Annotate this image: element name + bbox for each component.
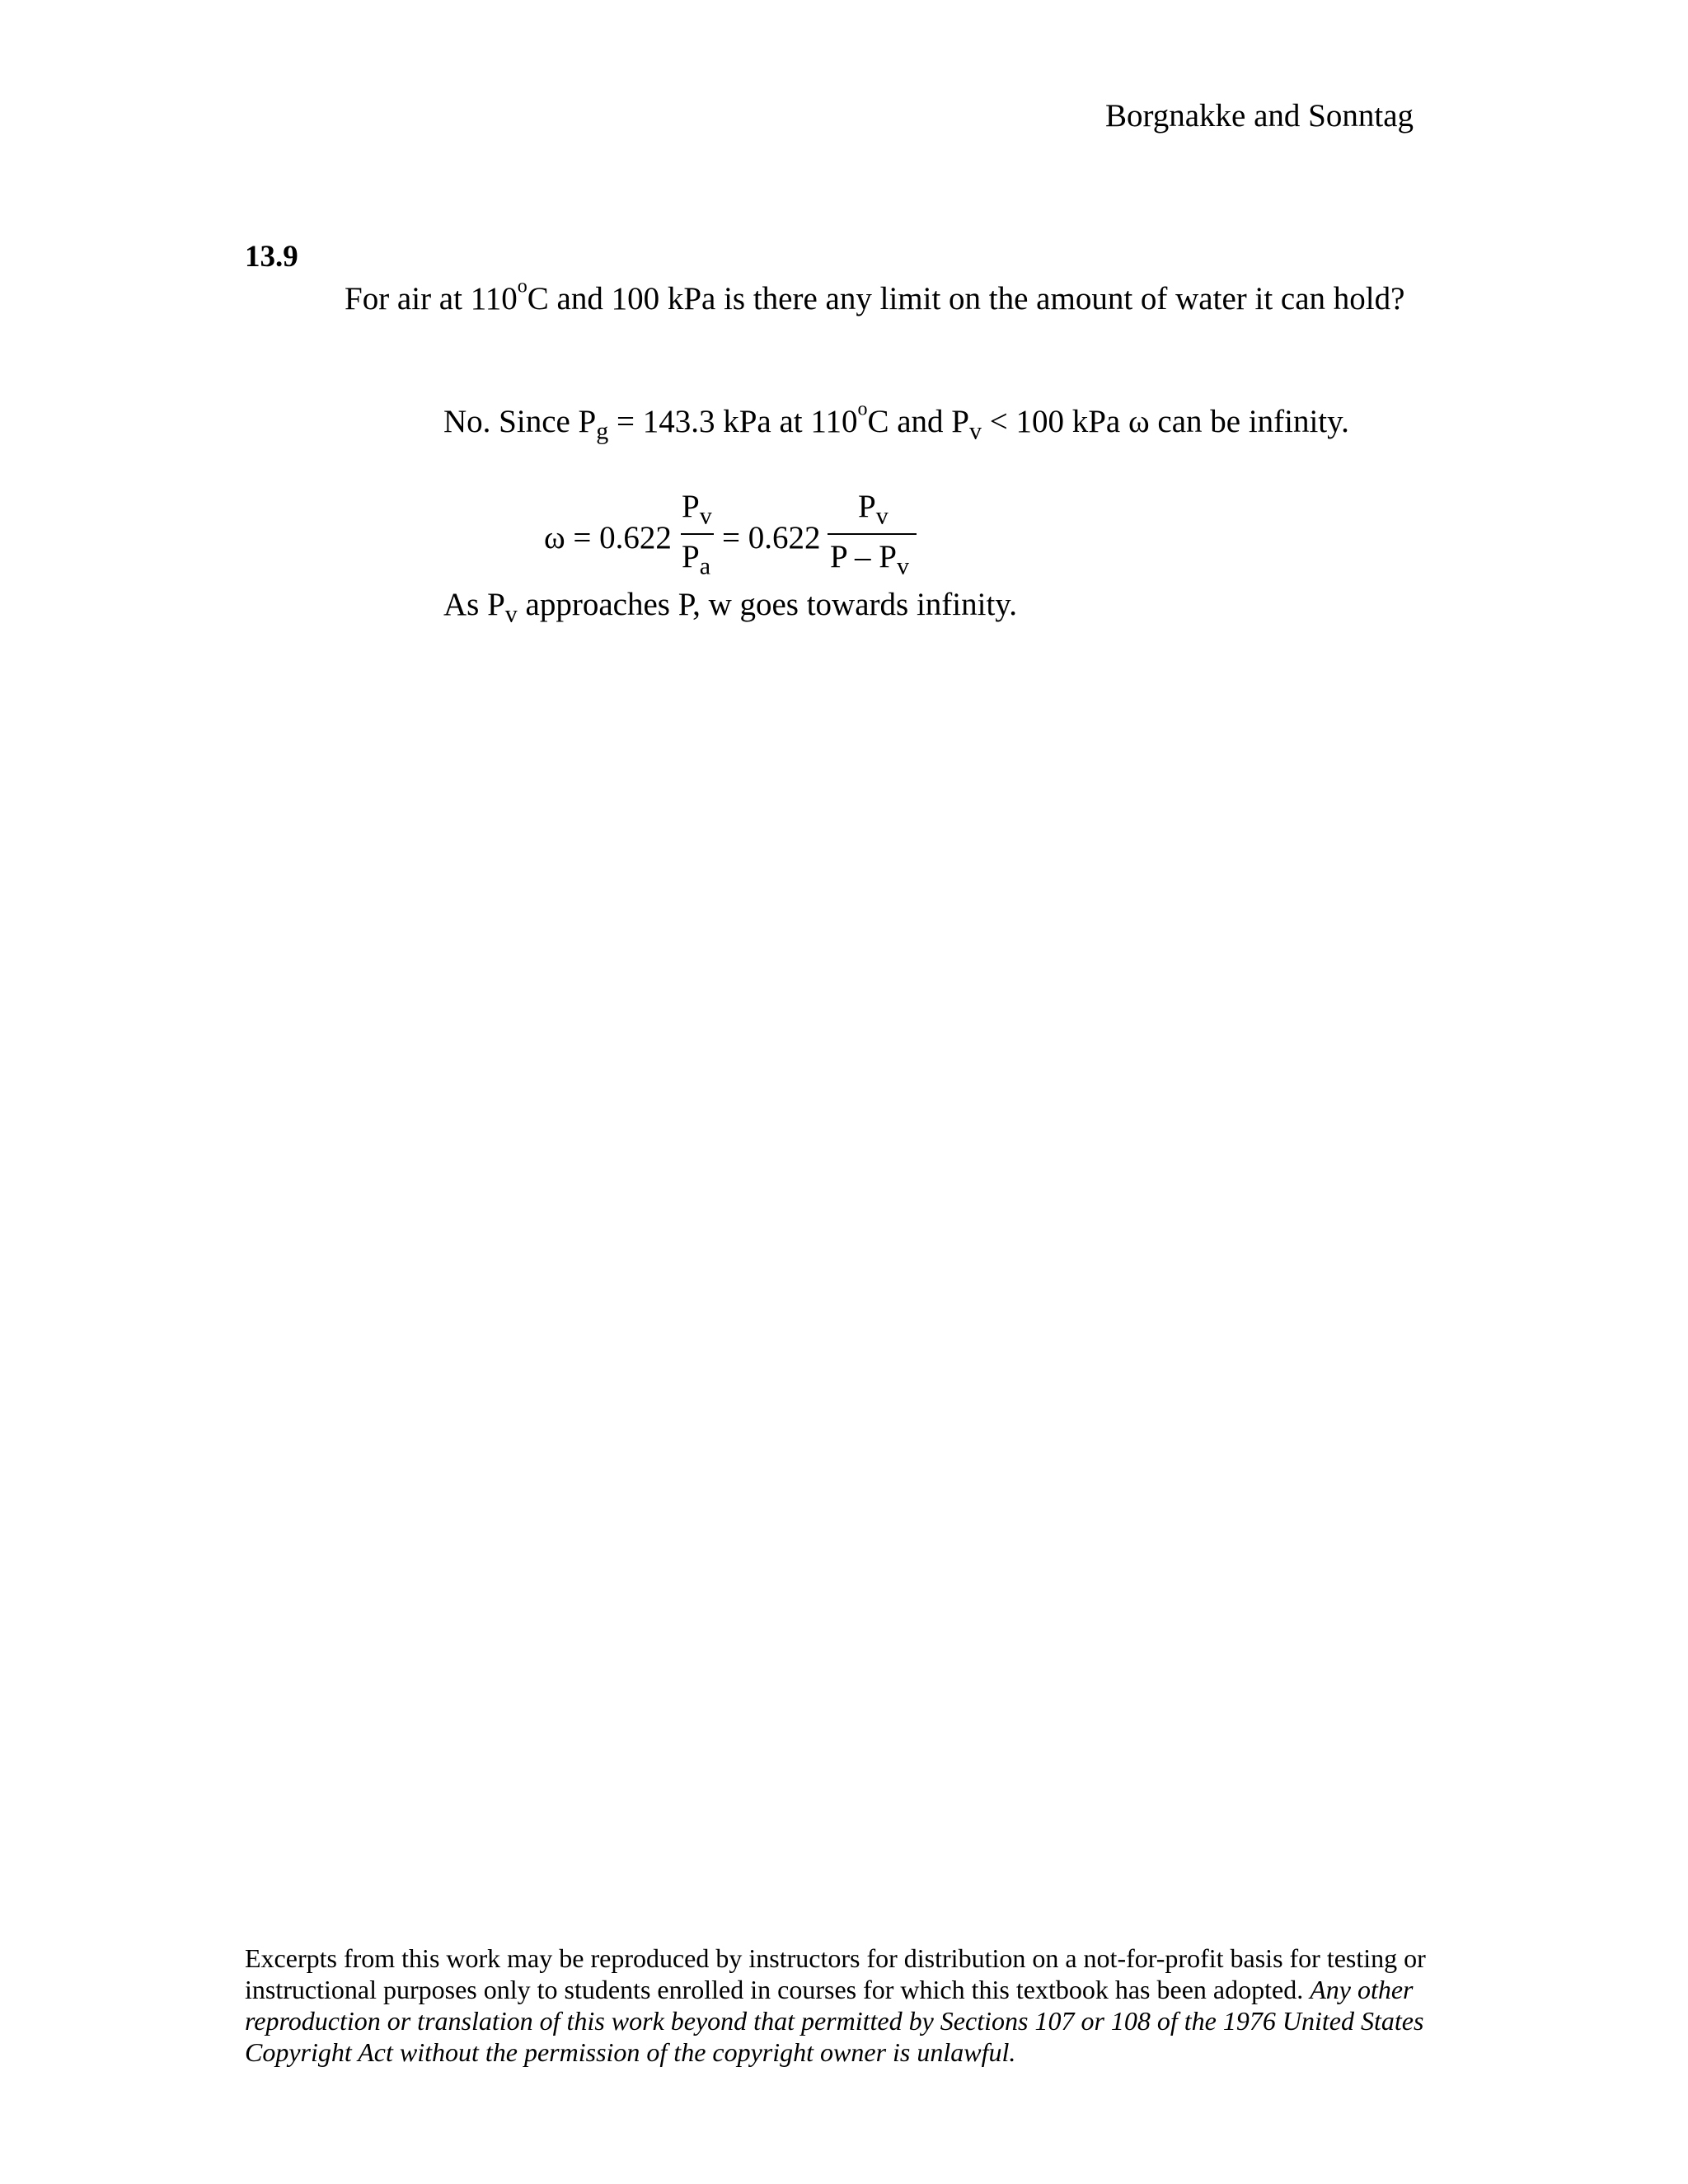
answer-text-1: No. Since P [443, 404, 597, 439]
copyright-footer [245, 1943, 1448, 2068]
subscript-v: v [968, 417, 982, 445]
problem-question [345, 275, 1432, 321]
answer-line [443, 398, 1349, 445]
answer-text-3: C and P [867, 404, 969, 439]
subscript-g: g [596, 417, 609, 445]
subscript-v: v [504, 600, 518, 628]
fraction-2-bar [828, 533, 917, 535]
problem-number: 13.9 [245, 240, 298, 274]
footer-text: Excerpts from this work may be reproduced by instructors for distribution on a not-for-profit basis for testing or instructional purposes only to students enrolled in courses for which this textbook has been adopted. [245, 1943, 1426, 2004]
equation-lhs: ω = 0.622 [544, 520, 672, 555]
footer-italic-text: Any other reproduction or translation of this work beyond that permitted by Sections 107 or 108 of the 1976 United States Copyright Act without the permission of the copyright owner is unlawful. [245, 1975, 1424, 2067]
question-text-2: C and 100 kPa is there any limit on the amount of water it can hold? [527, 281, 1405, 316]
conclusion-text-2: approaches P, w goes towards infinity. [517, 587, 1017, 622]
answer-text-2: = 143.3 kPa at 110 [608, 404, 858, 439]
conclusion-text-1: As P [443, 587, 505, 622]
question-text-1: For air at 110 [345, 281, 518, 316]
conclusion-line [443, 586, 1017, 628]
equation-middle: = 0.622 [722, 520, 821, 555]
degree-symbol: o [857, 398, 868, 420]
fraction-2-numerator: $P_v$ [858, 489, 889, 530]
fraction-1-denominator: $P_a$ [682, 539, 711, 580]
fraction-1-numerator: $P_v$ [682, 489, 712, 530]
page-header-authors: Borgnakke and Sonntag [1104, 98, 1414, 134]
fraction-2-denominator: P – $P_v$ [830, 539, 909, 580]
degree-symbol: o [517, 275, 528, 298]
answer-text-4: < 100 kPa ω can be infinity. [981, 404, 1349, 439]
fraction-1-bar [681, 533, 714, 535]
